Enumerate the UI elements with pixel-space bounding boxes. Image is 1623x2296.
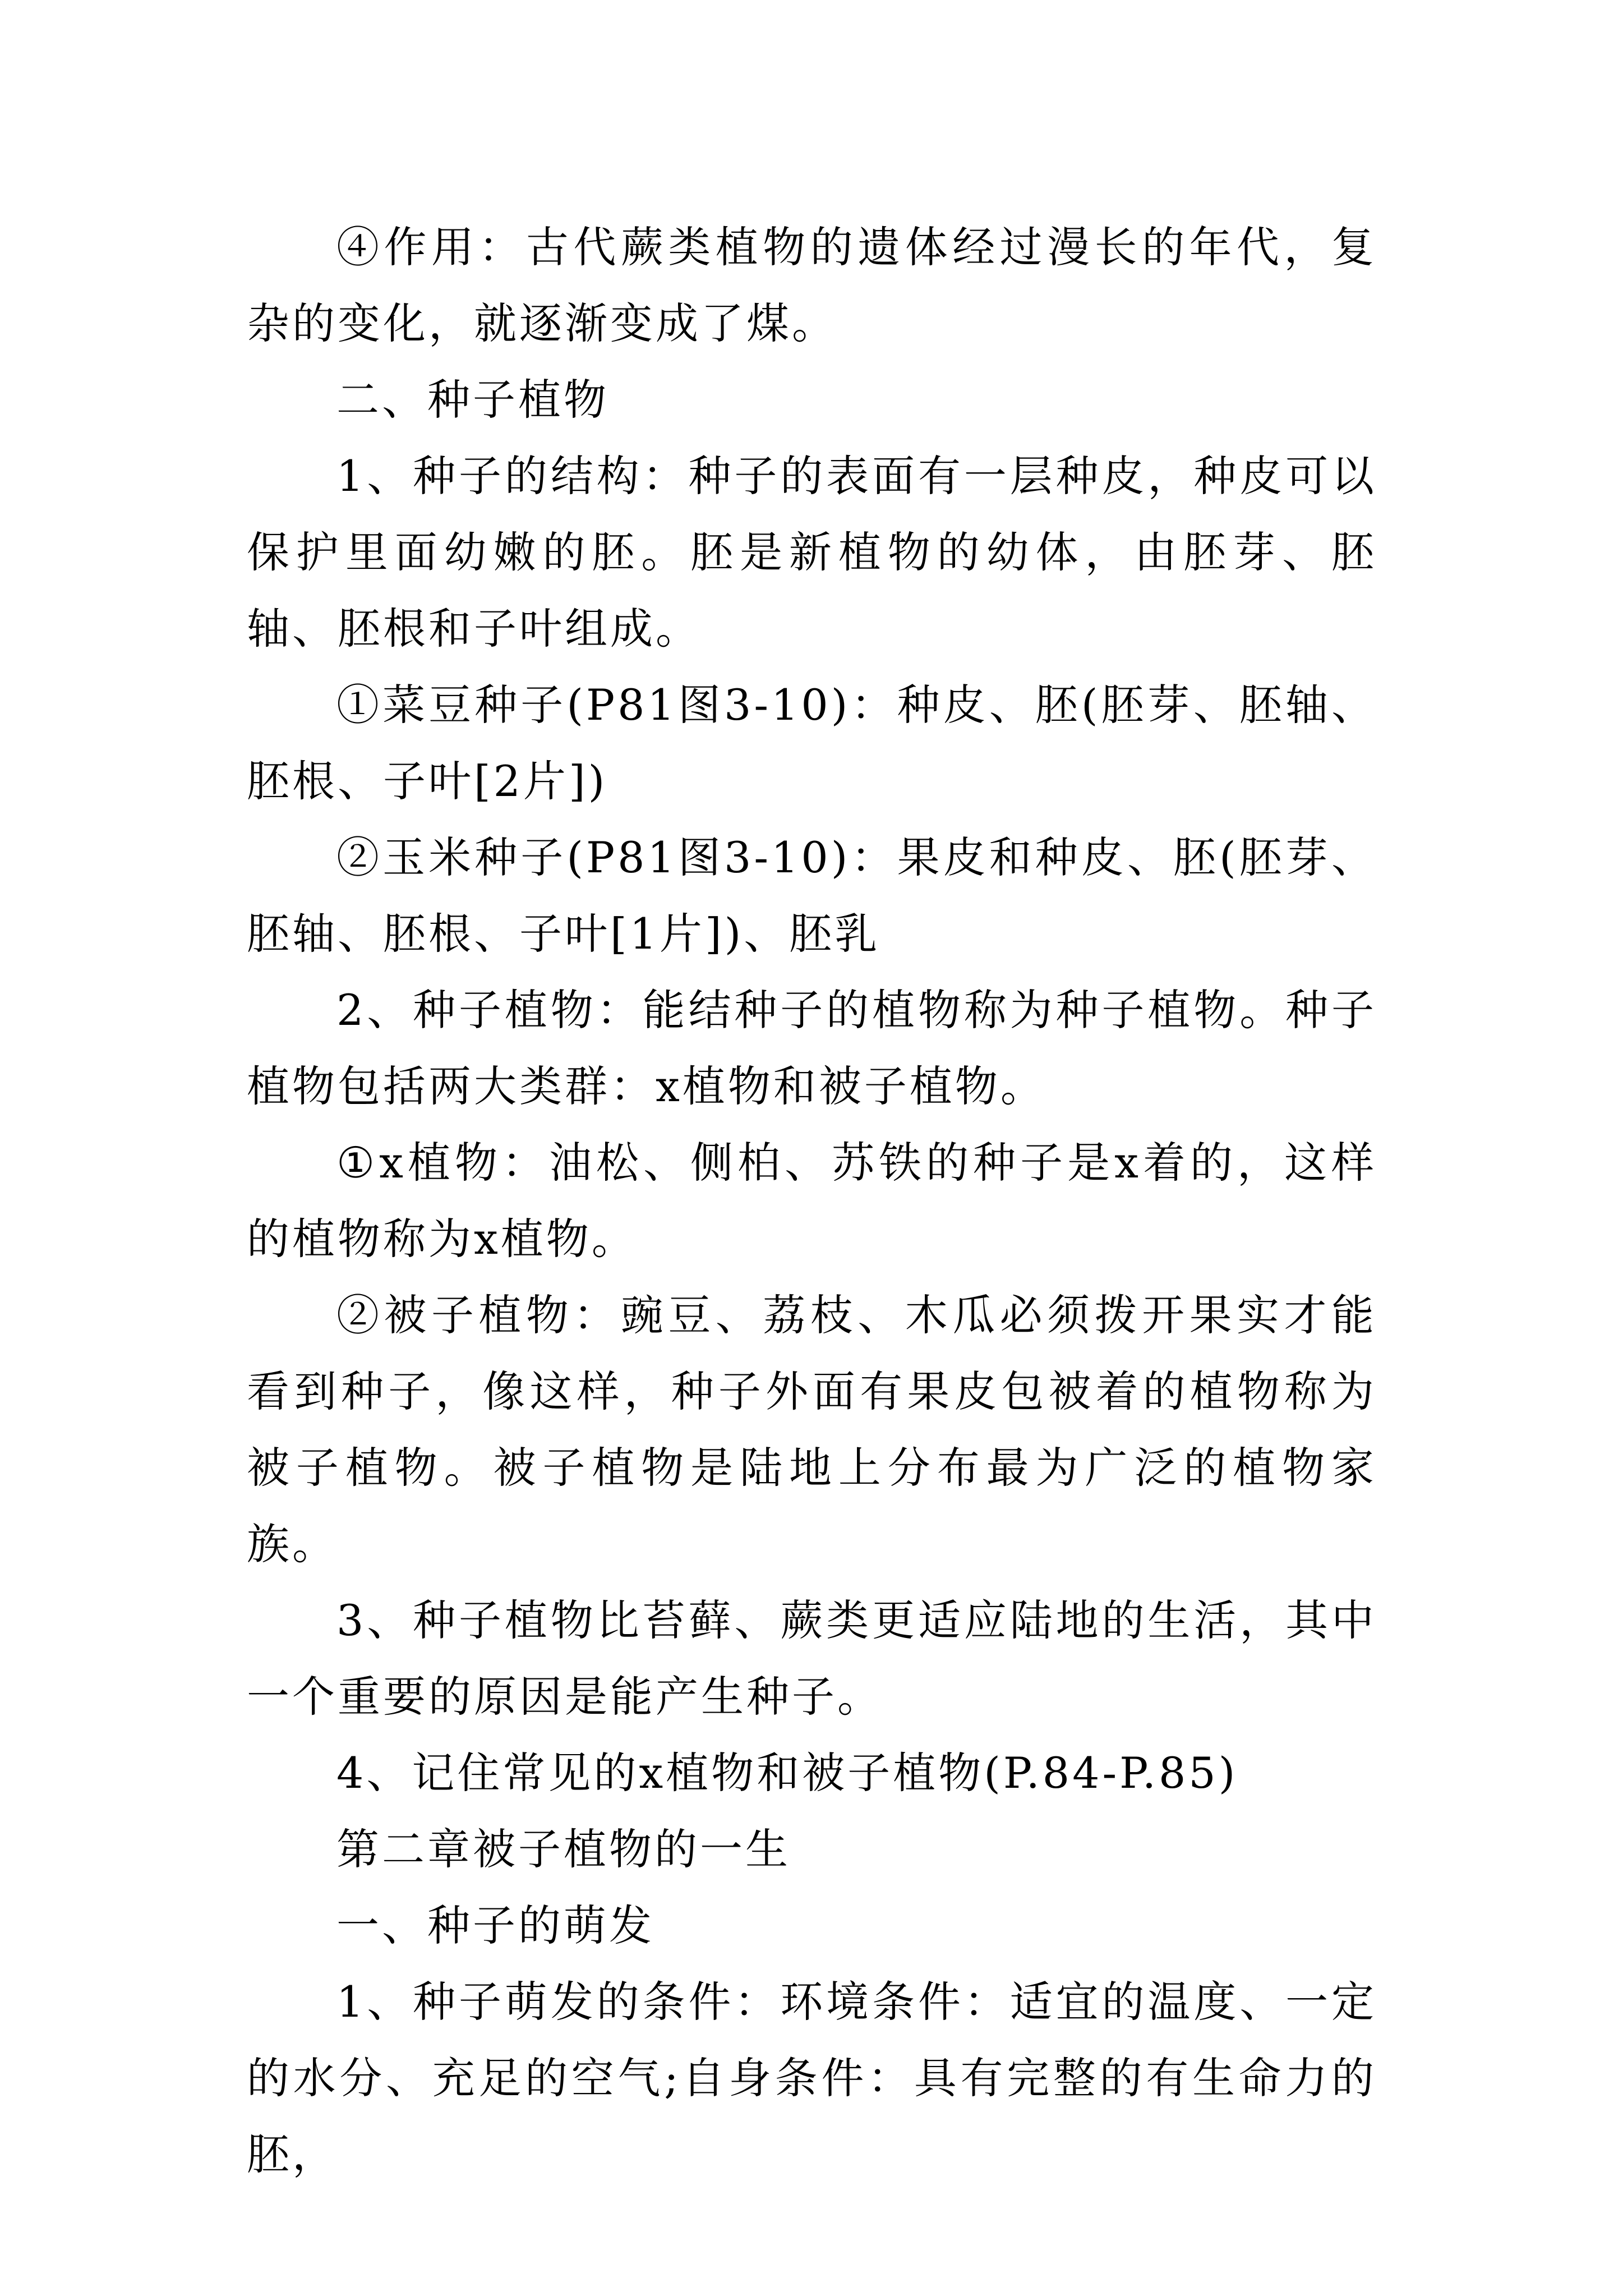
paragraph-common-plants: 4、记住常见的x植物和被子植物(P.84-P.85) <box>336 1748 1238 1798</box>
paragraph-corn-seed: ②玉米种子(P81图3-10)：果皮和种皮、胚(胚芽、胚轴、胚根、子叶[1片])、胚乳 <box>247 832 1377 959</box>
paragraph-land-adaptation: 3、种子植物比苔藓、蕨类更适应陆地的生活，其中一个重要的原因是能产生种子。 <box>247 1595 1377 1722</box>
section-heading-germination: 一、种子的萌发 <box>336 1901 654 1950</box>
paragraph-germination-conditions: 1、种子萌发的条件：环境条件：适宜的温度、一定的水分、充足的空气;自身条件：具有完整的有生命力的胚， <box>247 1977 1377 2179</box>
heading-seed-plants: 二、种子植物 <box>336 375 609 425</box>
paragraph-bean-seed: ①菜豆种子(P81图3-10)：种皮、胚(胚芽、胚轴、胚根、子叶[2片]) <box>247 680 1377 806</box>
document-body <box>247 209 1377 2193</box>
paragraph-gymnosperms: ①x植物：油松、侧柏、苏铁的种子是x着的，这样的植物称为x植物。 <box>247 1138 1377 1264</box>
paragraph-seed-structure: 1、种子的结构：种子的表面有一层种皮，种皮可以保护里面幼嫩的胚。胚是新植物的幼体，由胚芽、胚轴、胚根和子叶组成。 <box>247 451 1377 654</box>
chapter-heading: 第二章被子植物的一生 <box>336 1824 791 1874</box>
paragraph-seed-plant-definition: 2、种子植物：能结种子的植物称为种子植物。种子植物包括两大类群：x植物和被子植物。 <box>247 985 1377 1111</box>
paragraph-angiosperms: ②被子植物：豌豆、荔枝、木瓜必须拨开果实才能看到种子，像这样，种子外面有果皮包被着的植物称为被子植物。被子植物是陆地上分布最为广泛的植物家族。 <box>247 1290 1377 1569</box>
paragraph-fern-coal: ④作用：古代蕨类植物的遗体经过漫长的年代，复杂的变化，就逐渐变成了煤。 <box>247 222 1377 348</box>
